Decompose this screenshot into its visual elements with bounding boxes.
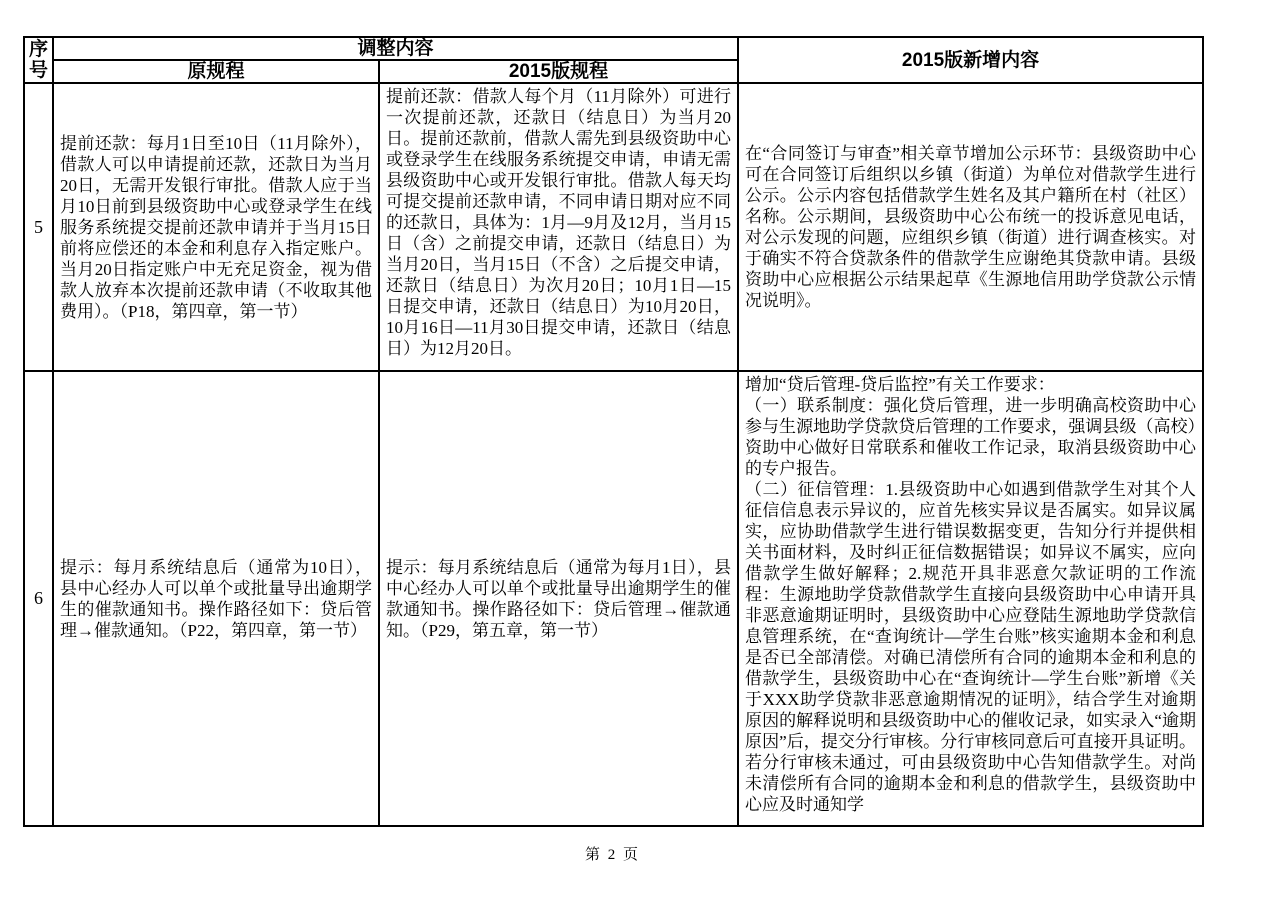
row6-seq-no: 6 — [24, 371, 53, 826]
row5-original-text: 提前还款：每月1日至10日（11月除外），借款人可以申请提前还款，还款日为当月20日，无需开发银行审批。借款人应于当月10日前到县级资助中心或登录学生在线服务系统提交提前还款申请并于当月15日前将应偿还的本金和利息存入指定账户。当月20日指定账户中无充足资金，视为借款人放弃本次提前还款申请（不收取其他费用）。（P18，第四章，第一节） — [60, 133, 372, 321]
row5-2015-cell — [379, 83, 738, 371]
row5-new-content-cell — [738, 83, 1203, 371]
row6-new-content-text: 增加“贷后管理-贷后监控”有关工作要求： （一）联系制度：强化贷后管理，进一步明确高校资助中心参与生源地助学贷款贷后管理的工作要求，强调县级（高校）资助中心做好日常联系和催收工作记录，取消县级资助中心的专户报告。 （二）征信管理：1.县级资助中心如遇到借款学生对其个人征信信息表示异议的，应首先核实异议是否属实。如异议属实，应协助借款学生进行错误数据变更，告知分行并提供相关书面材料，及时纠正征信数据错误；如异议不属实，应向借款学生做好解释；2.规范开具非恶意欠款证明的工作流程：生源地助学贷款借款学生直接向县级资助中心申请开具非恶意逾期证明时，县级资助中心应登陆生源地助学贷款信息管理系统，在“查询统计—学生台账”核实逾期本金和利息是否已全部清偿。对确已清偿所有合同的逾期本金和利息的借款学生，县级资助中心在“查询统计—学生台账”新增《关于XXX助学贷款非恶意逾期情况的证明》，结合学生对逾期原因的解释说明和县级资助中心的催收记录，如实录入“逾期原因”后，提交分行审核。分行审核同意后可直接开具证明。若分行审核未通过，可由县级资助中心告知借款学生。对尚未清偿所有合同的逾期本金和利息的借款学生，县级资助中心应及时通知学 — [745, 375, 1197, 814]
row6-original-cell — [53, 371, 379, 826]
row5-2015-text: 提前还款：借款人每个月（11月除外）可进行一次提前还款，还款日（结息日）为当月20日。提前还款前，借款人需先到县级资助中心或登录学生在线服务系统提交申请，申请无需县级资助中心或开发银行审批。借款人每天均可提交提前还款申请，不同申请日期对应不同的还款日，具体为：1月—9月及12月，当月15日（含）之前提交申请，还款日（结息日）为当月20日，当月15日（不含）之后提交申请，还款日（结息日）为次月20日；10月1日—15日提交申请，还款日（结息日）为10月20日，10月16日—11月30日提交申请，还款日（结息日）为12月20日。 — [386, 87, 732, 358]
row5-original-cell — [53, 83, 379, 371]
table-row-5 — [24, 83, 1203, 371]
header-adjustment-content: 调整内容 — [53, 37, 738, 60]
header-2015-new-content: 2015版新增内容 — [738, 37, 1203, 83]
row6-2015-cell — [379, 371, 738, 826]
row6-2015-text: 提示：每月系统结息后（通常为每月1日），县中心经办人可以单个或批量导出逾期学生的催款通知书。操作路径如下：贷后管理→催款通知。（P29，第五章，第一节） — [386, 557, 732, 640]
row5-seq-no: 5 — [24, 83, 53, 371]
page-number: 第 2 页 — [584, 847, 640, 863]
row6-new-content-cell — [738, 371, 1203, 826]
header-seq-no: 序号 — [24, 37, 53, 83]
header-row-top — [24, 37, 1203, 60]
comparison-table — [23, 36, 1204, 827]
header-2015-procedure: 2015版规程 — [379, 60, 738, 83]
row6-original-text: 提示：每月系统结息后（通常为10日），县中心经办人可以单个或批量导出逾期学生的催款通知书。操作路径如下：贷后管理→催款通知。（P22，第四章，第一节） — [60, 557, 372, 640]
header-original-procedure: 原规程 — [53, 60, 379, 83]
table-row-6 — [24, 371, 1203, 826]
row5-new-content-text: 在“合同签订与审查”相关章节增加公示环节：县级资助中心可在合同签订后组织以乡镇（街道）为单位对借款学生进行公示。公示内容包括借款学生姓名及其户籍所在村（社区）名称。公示期间，县级资助中心公布统一的投诉意见电话，对公示发现的问题，应组织乡镇（街道）进行调查核实。对于确实不符合贷款条件的借款学生应谢绝其贷款申请。县级资助中心应根据公示结果起草《生源地信用助学贷款公示情况说明》。 — [745, 144, 1197, 310]
